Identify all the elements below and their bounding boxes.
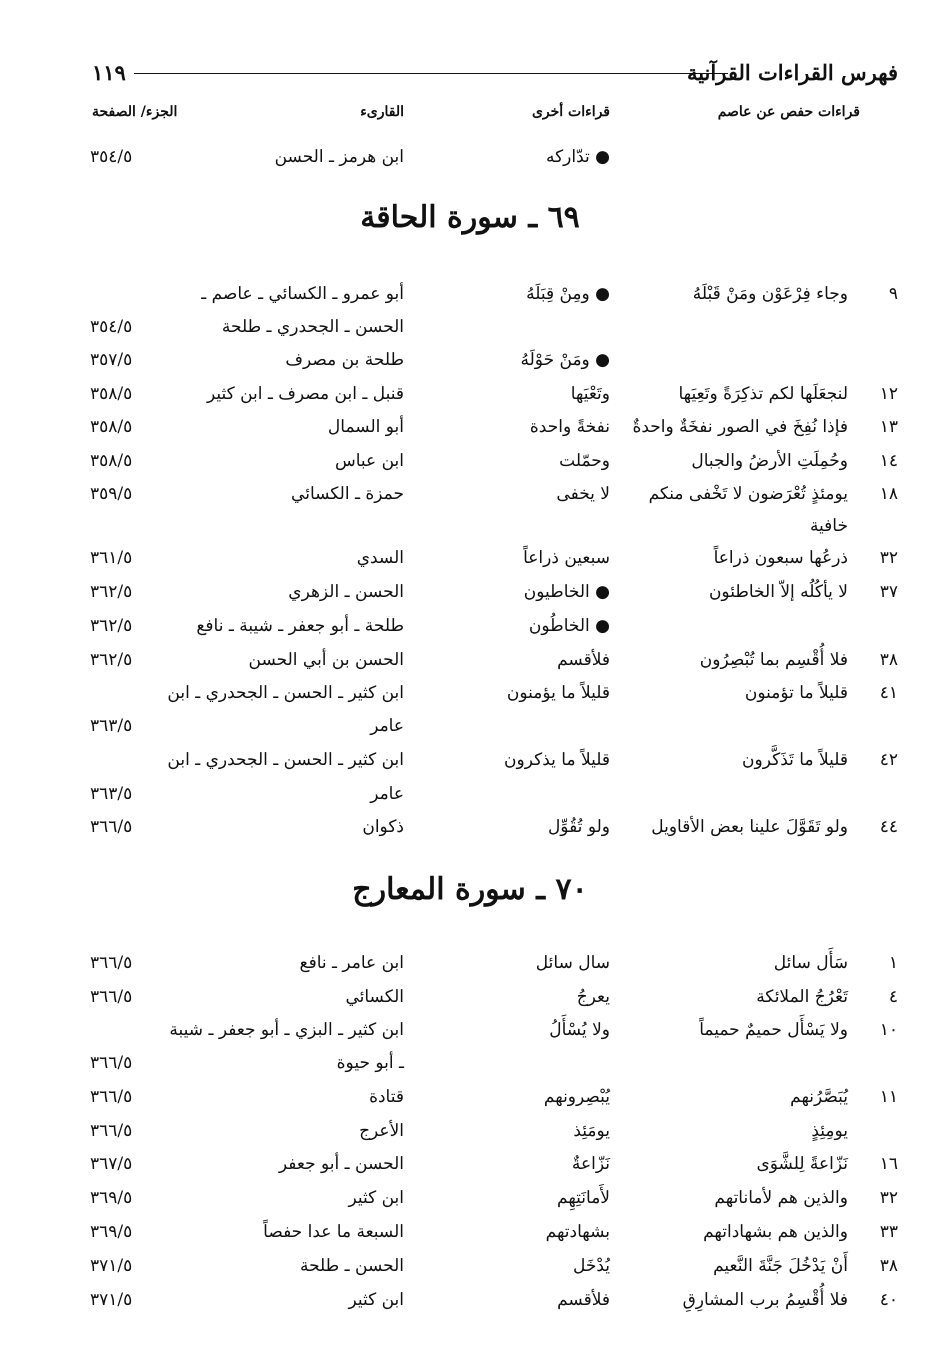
other-reading: وتَعْيَها	[570, 384, 610, 404]
reader: قنبل ـ ابن مصرف ـ ابن كثير	[206, 384, 404, 404]
hafs-reading: سَأَل سائل	[773, 953, 848, 973]
reader: الحسن ـ الزهري	[288, 582, 404, 602]
reader: الحسن ـ طلحة	[299, 1256, 404, 1276]
volume-page: ٣٦٣/٥	[90, 784, 133, 804]
other-reading: فلأقسم	[557, 1290, 610, 1310]
other-reading: يُبْصِرونهم	[543, 1087, 610, 1107]
volume-page: ٣٧١/٥	[90, 1290, 133, 1310]
surah-title: ٦٩ ـ سورة الحاقة	[360, 200, 580, 235]
hafs-reading: لنجعَلَها لكم تذكِرَةً وتَعِيَها	[678, 384, 848, 404]
table-row	[0, 1020, 940, 1050]
reader: الأعرج	[359, 1121, 404, 1141]
volume-page: ٣٦٩/٥	[90, 1222, 133, 1242]
table-row	[0, 1290, 940, 1320]
table-row	[0, 548, 940, 578]
table-row	[0, 417, 940, 447]
hafs-reading: ولا يَسْأَل حميمٌ حميماً	[699, 1020, 848, 1040]
volume-page: ٣٦٦/٥	[90, 987, 133, 1007]
hafs-reading: فلا أُقْسِم بما تُبْصِرُون	[699, 650, 848, 670]
surah-title: ٧٠ ـ سورة المعارج	[352, 872, 588, 907]
table-row	[0, 1154, 940, 1184]
verse-number: ٤٢	[879, 750, 898, 770]
table-row	[0, 1087, 940, 1117]
reader: أبو السمال	[327, 417, 404, 437]
verse-number: ٣٨	[879, 1256, 898, 1276]
volume-page: ٣٥٤/٥	[90, 147, 133, 167]
volume-page: ٣٧١/٥	[90, 1256, 133, 1276]
volume-page: ٣٦٦/٥	[90, 1053, 133, 1073]
table-row	[0, 616, 940, 646]
verse-number: ١	[888, 953, 898, 973]
other-reading: يُدْخَل	[572, 1256, 610, 1276]
reader: الحسن ـ أبو جعفر	[278, 1154, 404, 1174]
reader: حمزة ـ الكسائي	[291, 484, 404, 504]
reader: الحسن بن أبي الحسن	[248, 650, 404, 670]
other-reading: ● الخاطُون	[528, 616, 610, 636]
reader: قتادة	[369, 1087, 404, 1107]
table-row	[0, 484, 940, 514]
reader: ابن كثير ـ الحسن ـ الجحدري ـ ابن	[167, 750, 404, 770]
reader: ابن كثير ـ الحسن ـ الجحدري ـ ابن	[167, 683, 404, 703]
other-reading: وحمّلت	[559, 451, 610, 471]
hafs-reading: والذين هم لأماناتهم	[714, 1188, 848, 1208]
other-reading: سال سائل	[535, 953, 610, 973]
other-reading: قليلاً ما يذكرون	[504, 750, 610, 770]
reader: عامر	[370, 716, 404, 736]
header-title: فهرس القراءات القرآنية	[686, 60, 898, 85]
reader: ابن كثير	[348, 1188, 404, 1208]
volume-page: ٣٥٩/٥	[90, 484, 133, 504]
reader: ذكوان	[362, 817, 404, 837]
hafs-reading: يومئذٍ تُعْرَضون لا تَخْفى منكم	[648, 484, 848, 504]
hafs-reading: يُبَصَّرُنهم	[790, 1087, 848, 1107]
column-header-reader: القارىء	[360, 104, 404, 120]
table-row	[0, 384, 940, 414]
other-reading: بشهادتهم	[545, 1222, 610, 1242]
hafs-reading: فإذا نُفِخَ في الصور نفخَةٌ واحدةٌ	[632, 417, 848, 437]
reader: السدي	[356, 548, 404, 568]
reader: طلحة ـ أبو جعفر ـ شيبة ـ نافع	[196, 616, 404, 636]
hafs-reading: خافية	[809, 516, 848, 536]
other-reading: ● الخاطيون	[523, 582, 610, 602]
verse-number: ٣٧	[879, 582, 898, 602]
reader: ابن كثير	[348, 1290, 404, 1310]
other-reading: ● تدّاركه	[545, 147, 610, 167]
table-row	[0, 1053, 940, 1083]
volume-page: ٣٦٢/٥	[90, 582, 133, 602]
verse-number: ٩	[888, 284, 898, 304]
other-reading: نفخةً واحدة	[529, 417, 610, 437]
other-reading: ● ومَنْ حَوْلَهُ	[520, 350, 610, 370]
table-row	[0, 784, 940, 814]
volume-page: ٣٦٦/٥	[90, 817, 133, 837]
other-reading: يعرجُ	[576, 987, 610, 1007]
hafs-reading: تَعْرُجُ الملائكة	[756, 987, 848, 1007]
volume-page: ٣٦٢/٥	[90, 650, 133, 670]
volume-page: ٣٦١/٥	[90, 548, 133, 568]
verse-number: ٣٨	[879, 650, 898, 670]
verse-number: ٤٠	[879, 1290, 898, 1310]
table-row	[0, 1256, 940, 1286]
verse-number: ١٣	[879, 417, 898, 437]
table-row	[0, 987, 940, 1017]
page-number: ١١٩	[92, 60, 126, 85]
table-row	[0, 1188, 940, 1218]
table-row	[0, 953, 940, 983]
other-reading: ولا يُسْأَلُ	[549, 1020, 610, 1040]
reader: الحسن ـ الجحدري ـ طلحة	[221, 317, 404, 337]
reader: أبو عمرو ـ الكسائي ـ عاصم ـ	[201, 284, 404, 304]
table-row	[0, 750, 940, 780]
verse-number: ١٦	[879, 1154, 898, 1174]
hafs-reading: أَنْ يَدْخُلَ جَنَّةَ النَّعيم	[713, 1256, 848, 1276]
hafs-reading: وحُمِلَتِ الأرضُ والجبال	[691, 451, 848, 471]
table-row	[0, 317, 940, 347]
volume-page: ٣٦٦/٥	[90, 1121, 133, 1141]
hafs-reading: ذرعُها سبعون ذراعاً	[713, 548, 848, 568]
verse-number: ١٢	[879, 384, 898, 404]
verse-number: ٣٢	[879, 1188, 898, 1208]
hafs-reading: قليلاً ما تَذَكَّرون	[742, 750, 848, 770]
hafs-reading: وجاء فِرْعَوْن ومَنْ قَبْلَهُ	[692, 284, 848, 304]
hafs-reading: نَزّاعةً لِلشَّوَى	[756, 1154, 848, 1174]
other-reading: يومَئِذ	[573, 1121, 610, 1141]
table-row	[0, 147, 940, 177]
running-header	[92, 60, 898, 90]
other-reading: سبعين ذراعاً	[523, 548, 610, 568]
table-row	[0, 582, 940, 612]
hafs-reading: يومِئِذٍ	[811, 1121, 848, 1141]
reader: ابن هرمز ـ الحسن	[274, 147, 404, 167]
table-row	[0, 1121, 940, 1151]
volume-page: ٣٦٣/٥	[90, 716, 133, 736]
verse-number: ٤١	[879, 683, 898, 703]
volume-page: ٣٦٧/٥	[90, 1154, 133, 1174]
volume-page: ٣٥٧/٥	[90, 350, 133, 370]
volume-page: ٣٦٩/٥	[90, 1188, 133, 1208]
other-reading: لأَمانَتِهِم	[557, 1188, 610, 1208]
volume-page: ٣٥٨/٥	[90, 417, 133, 437]
other-reading: ● ومِنْ قِبَلَهُ	[526, 284, 610, 304]
reader: الكسائي	[345, 987, 404, 1007]
column-header-hafs: قراءات حفص عن عاصم	[717, 104, 860, 120]
hafs-reading: قليلاً ما تؤمنون	[744, 683, 848, 703]
table-row	[0, 284, 940, 314]
table-row	[0, 716, 940, 746]
volume-page: ٣٥٤/٥	[90, 317, 133, 337]
other-reading: فلأقسم	[557, 650, 610, 670]
reader: ابن عامر ـ نافع	[299, 953, 404, 973]
column-header-other: قراءات أخرى	[531, 104, 610, 120]
reader: ـ أبو حيوة	[336, 1053, 404, 1073]
hafs-reading: ولو تَقَوَّلَ علينا بعض الأقاويل	[651, 817, 848, 837]
volume-page: ٣٦٦/٥	[90, 953, 133, 973]
verse-number: ١٠	[879, 1020, 898, 1040]
verse-number: ٣٢	[879, 548, 898, 568]
reader: طلحة بن مصرف	[285, 350, 404, 370]
other-reading: لا يخفى	[556, 484, 610, 504]
column-header-ref: الجزء/ الصفحة	[92, 104, 178, 120]
reader: ابن كثير ـ البزي ـ أبو جعفر ـ شيبة	[169, 1020, 404, 1040]
table-row	[0, 516, 940, 546]
reader: ابن عباس	[334, 451, 404, 471]
verse-number: ١٤	[879, 451, 898, 471]
header-rule	[134, 73, 728, 74]
volume-page: ٣٦٦/٥	[90, 1087, 133, 1107]
verse-number: ٤٤	[879, 817, 898, 837]
verse-number: ١٨	[879, 484, 898, 504]
verse-number: ١١	[879, 1087, 898, 1107]
other-reading: ولو تُقُوِّل	[547, 817, 610, 837]
other-reading: نَزّاعةٌ	[571, 1154, 610, 1174]
table-row	[0, 650, 940, 680]
verse-number: ٤	[888, 987, 898, 1007]
reader: عامر	[370, 784, 404, 804]
table-row	[0, 350, 940, 380]
volume-page: ٣٦٢/٥	[90, 616, 133, 636]
volume-page: ٣٥٨/٥	[90, 451, 133, 471]
table-row	[0, 683, 940, 713]
table-row	[0, 1222, 940, 1252]
hafs-reading: والذين هم بشهاداتهم	[703, 1222, 848, 1242]
other-reading: قليلاً ما يؤمنون	[506, 683, 610, 703]
table-row	[0, 817, 940, 847]
table-row	[0, 451, 940, 481]
verse-number: ٣٣	[879, 1222, 898, 1242]
hafs-reading: فلا أُقْسِمُ برب المشارِقِ	[682, 1290, 848, 1310]
hafs-reading: لا يأكُلُه إلاّ الخاطئون	[708, 582, 848, 602]
volume-page: ٣٥٨/٥	[90, 384, 133, 404]
reader: السبعة ما عدا حفصاً	[263, 1222, 404, 1242]
